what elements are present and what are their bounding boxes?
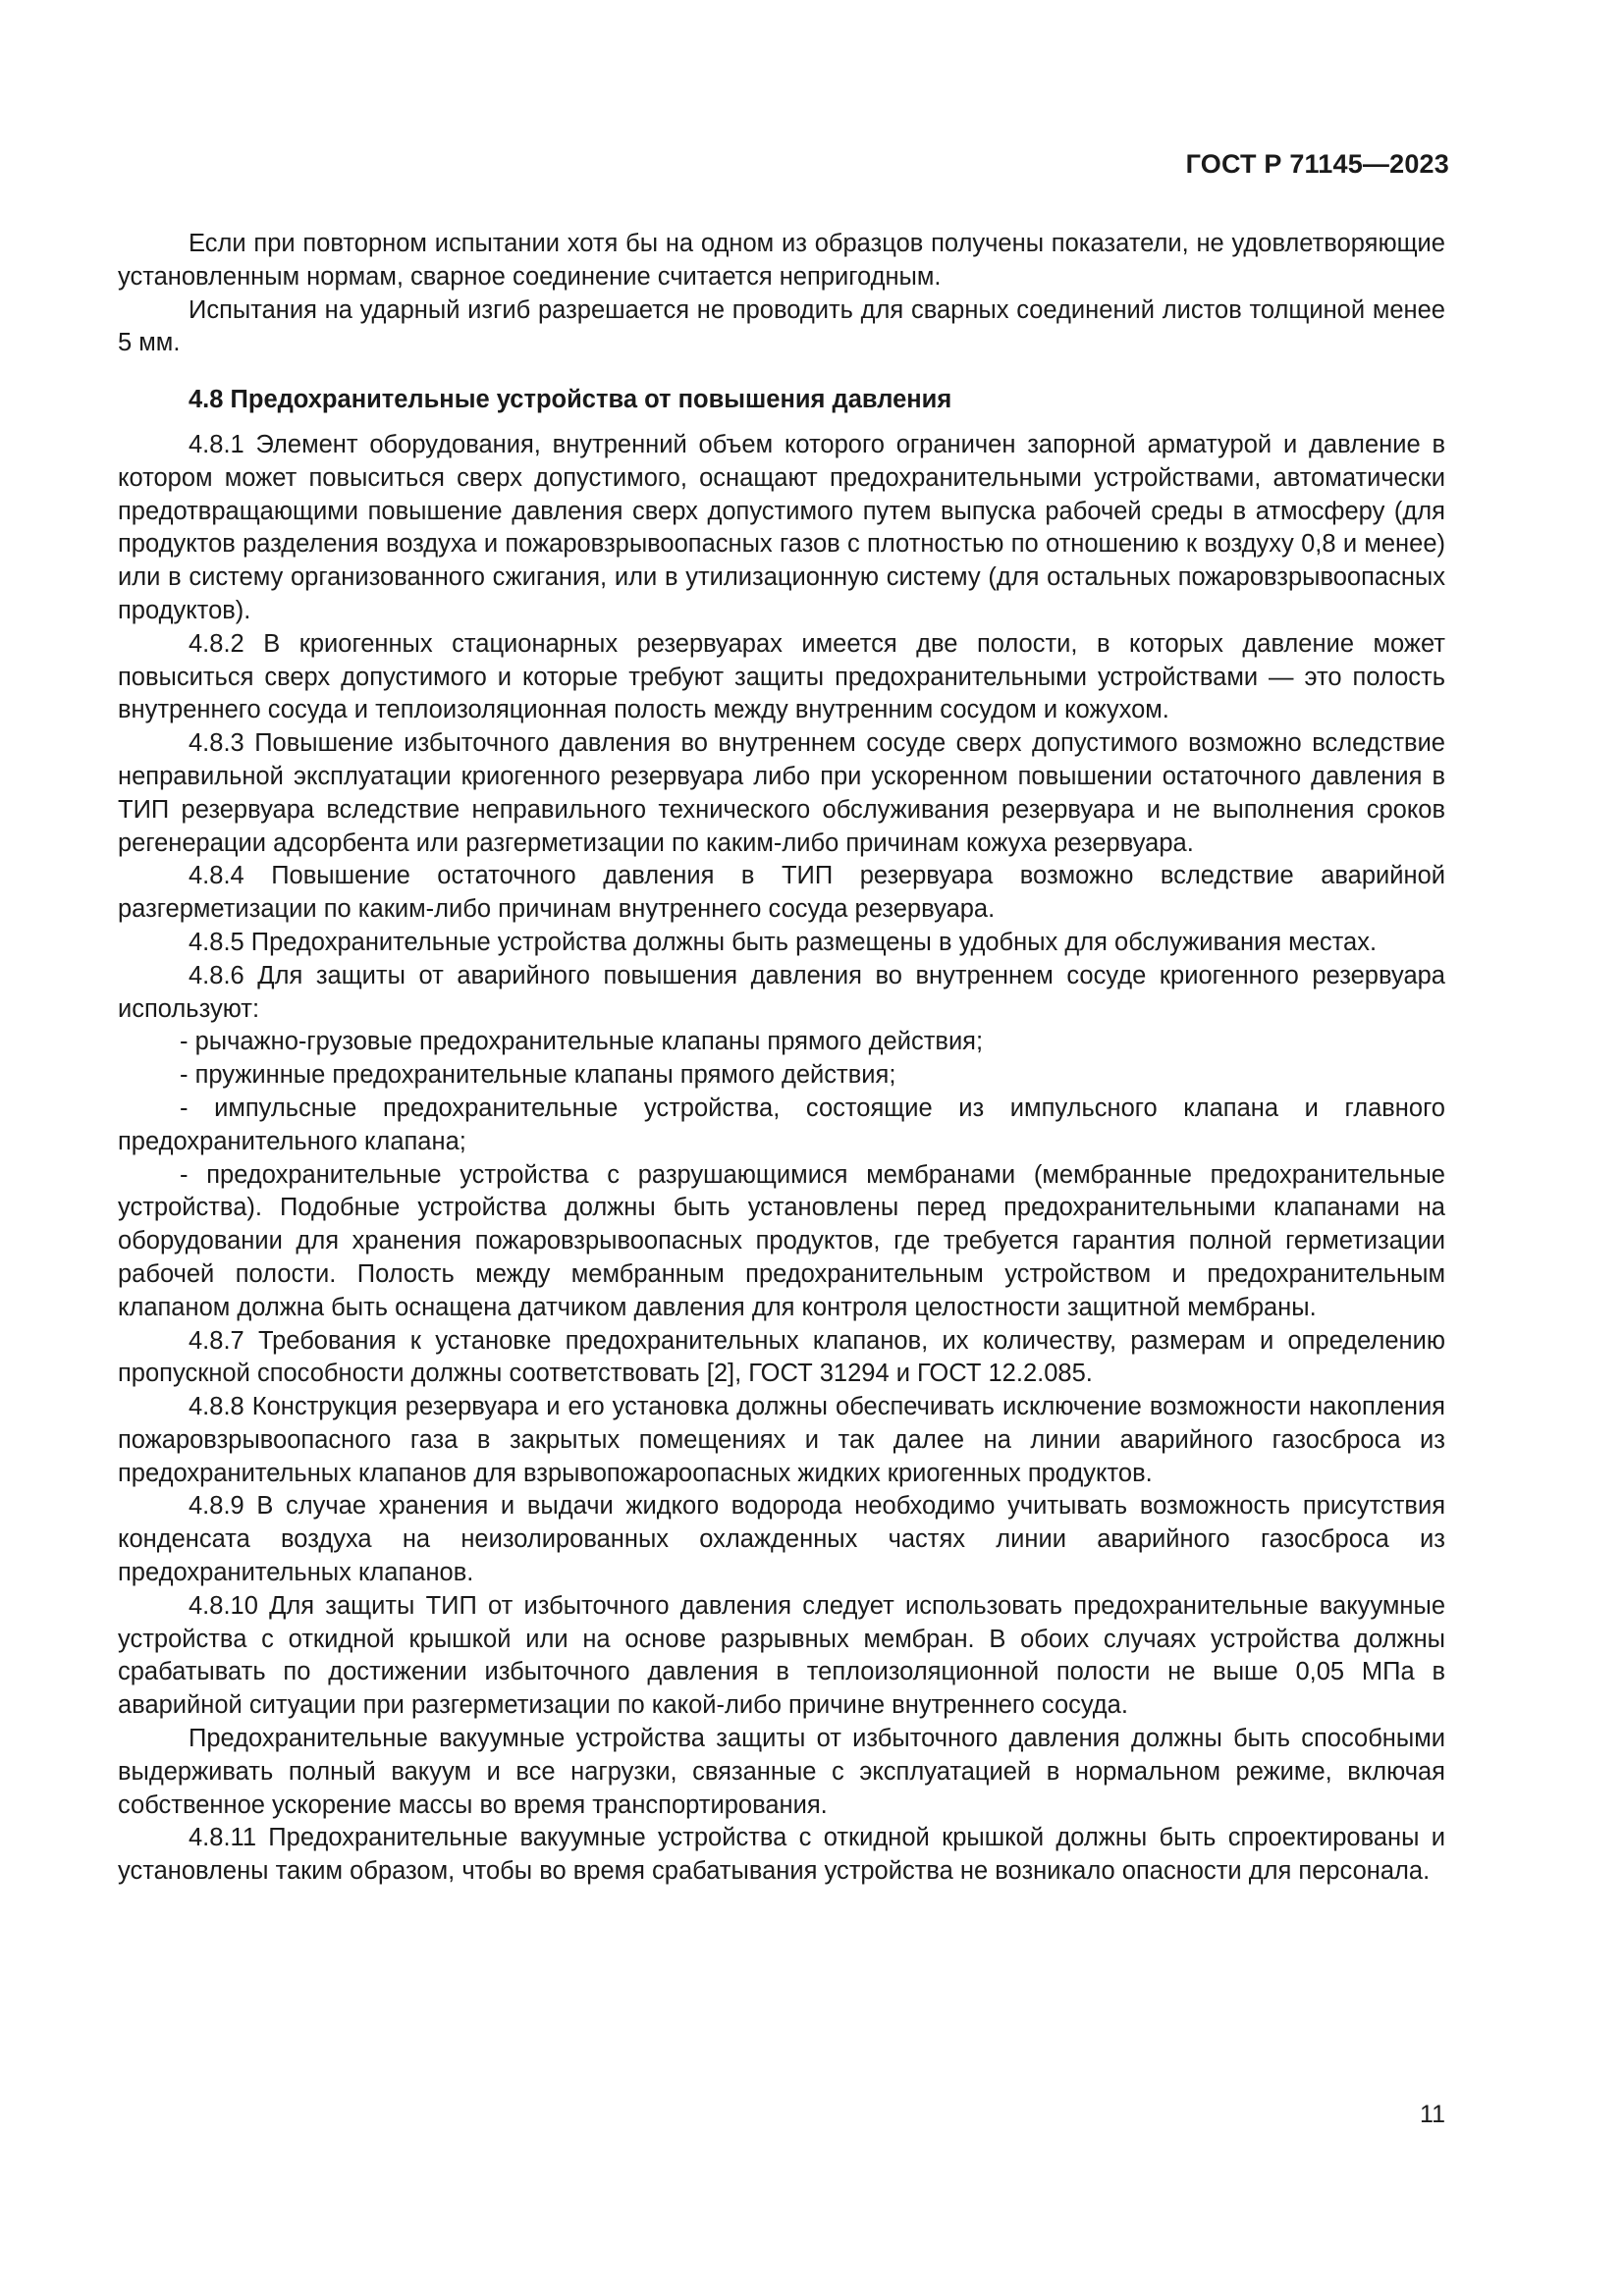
list-item-spring-valves: - пружинные предохранительные клапаны прямого действия;: [180, 1061, 896, 1090]
paragraph-4-8-4: 4.8.4 Повышение остаточного давления в ТИП резервуара возможно вследствие аварийной разгерметизации по каким-либо причинам внутреннего сосуда резервуара.: [118, 862, 1445, 924]
page-content: [118, 228, 1445, 1889]
paragraph-4-8-8: 4.8.8 Конструкция резервуара и его установка должны обеспечивать исключение возможности накопления пожаровзрывоопасного газа в закрытых помещениях и так далее на линии аварийного газосброса из предохранительных клапанов для взрывопожароопасных жидких криогенных продуктов.: [118, 1393, 1445, 1487]
paragraph-intro-2: Испытания на ударный изгиб разрешается не проводить для сварных соединений листов толщиной менее 5 мм.: [118, 295, 1445, 357]
document-header: ГОСТ Р 71145—2023: [1185, 149, 1449, 179]
paragraph-intro-1: Если при повторном испытании хотя бы на одном из образцов получены показатели, не удовлетворяющие установленным нормам, сварное соединение считается непригодным.: [118, 230, 1445, 291]
page-number: 11: [1420, 2101, 1445, 2128]
list-item-lever-valves: - рычажно-грузовые предохранительные клапаны прямого действия;: [180, 1028, 984, 1056]
paragraph-4-8-2: 4.8.2 В криогенных стационарных резервуарах имеется две полости, в которых давление может повыситься сверх допустимого и которые требуют защиты предохранительными устройствами — это полость внутреннего сосуда и теплоизоляционная полость между внутренним сосудом и кожухом.: [118, 629, 1445, 724]
paragraph-4-8-10: 4.8.10 Для защиты ТИП от избыточного давления следует использовать предохранительные вакуумные устройства с откидной крышкой или на основе разрывных мембран. В обоих случаях устройства должны срабатывать по достижении избыточного давления в теплоизоляционной полости не выше 0,05 МПа в аварийной ситуации при разгерметизации по какой-либо причине внутреннего сосуда.: [118, 1591, 1445, 1720]
paragraph-4-8-5: 4.8.5 Предохранительные устройства должны быть размещены в удобных для обслуживания местах.: [189, 928, 1378, 956]
paragraph-4-8-3: 4.8.3 Повышение избыточного давления во внутреннем сосуде сверх допустимого возможно вследствие неправильной эксплуатации криогенного резервуара либо при ускоренном повышении остаточного давления в ТИП резервуара вследствие неправильного технического обслуживания резервуара и не выполнения сроков регенерации адсорбента или разгерметизации по каким-либо причинам кожуха резервуара.: [118, 729, 1445, 857]
paragraph-4-8-7: 4.8.7 Требования к установке предохранительных клапанов, их количеству, размерам и определению пропускной способности должны соответствовать [2], ГОСТ 31294 и ГОСТ 12.2.085.: [118, 1326, 1445, 1388]
paragraph-4-8-9: 4.8.9 В случае хранения и выдачи жидкого водорода необходимо учитывать возможность присутствия конденсата воздуха на неизолированных охлажденных частях линии аварийного газосброса из предохранительных клапанов.: [118, 1492, 1445, 1587]
section-heading: 4.8 Предохранительные устройства от повышения давления: [189, 386, 952, 414]
paragraph-4-8-11: 4.8.11 Предохранительные вакуумные устройства с откидной крышкой должны быть спроектированы и установлены таким образом, чтобы во время срабатывания устройства не возникало опасности для персонала.: [118, 1824, 1445, 1886]
paragraph-4-8-1: 4.8.1 Элемент оборудования, внутренний объем которого ограничен запорной арматурой и давление в котором может повыситься сверх допустимого, оснащают предохранительными устройствами, автоматически предотвращающими повышение давления сверх допустимого путем выпуска рабочей среды в атмосферу (для продуктов разделения воздуха и пожаровзрывоопасных газов с плотностью по отношению к воздуху 0,8 и менее) или в систему организованного сжигания, или в утилизационную систему (для остальных пожаровзрывоопасных продуктов).: [118, 430, 1445, 624]
list-item-membrane-devices: - предохранительные устройства с разрушающимися мембранами (мембранные предохранительные устройства). Подобные устройства должны быть установлены перед предохранительными клапанами на оборудовании для хранения пожаровзрывоопасных продуктов, где требуется гарантия полной герметизации рабочей полости. Полость между мембранным предохранительным устройством и предохранительным клапаном должна быть оснащена датчиком давления для контроля целостности защитной мембраны.: [118, 1160, 1445, 1321]
paragraph-4-8-6: 4.8.6 Для защиты от аварийного повышения давления во внутреннем сосуде криогенного резервуара используют:: [118, 961, 1445, 1023]
paragraph-vacuum-devices: Предохранительные вакуумные устройства защиты от избыточного давления должны быть способными выдерживать полный вакуум и все нагрузки, связанные с эксплуатацией в нормальном режиме, включая собственное ускорение массы во время транспортирования.: [118, 1725, 1445, 1819]
list-item-impulse-devices: - импульсные предохранительные устройства, состоящие из импульсного клапана и главного предохранительного клапана;: [118, 1094, 1445, 1155]
